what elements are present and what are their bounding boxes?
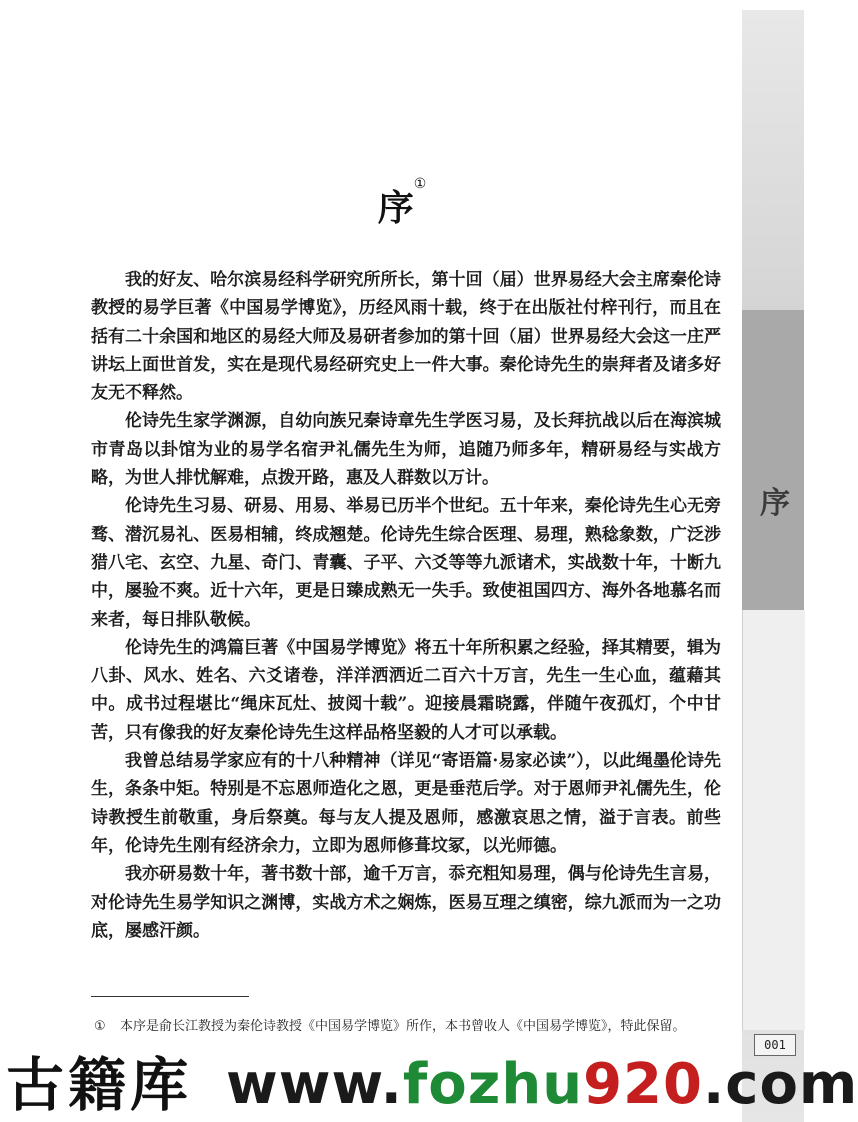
paragraph: 我的好友、哈尔滨易经科学研究所所长，第十回（届）世界易经大会主席秦伦诗教授的易学巨著《中国易学博览》，历经风雨十载，终于在出版社付梓刊行，而且在括有二十余国和地区的易经大师及易研者参加的第十回（届）世界易经大会这一庄严讲坛上面世首发，实在是现代易经研究史上一件大事。秦伦诗先生的崇拜者及诸多好友无不释然。 <box>91 270 721 404</box>
page-title-text: 序 <box>377 187 414 229</box>
paragraph: 我亦研易数十年，著书数十部，逾千万言，忝充粗知易理，偶与伦诗先生言易，对伦诗先生易学知识之渊博，实战方术之娴炼，医易互理之缜密，综九派而为一之功底，屡感汗颜。 <box>91 864 721 941</box>
watermark-url-number: 920 <box>583 1052 703 1117</box>
title-footnote-marker: ① <box>413 176 427 192</box>
watermark-url <box>226 1048 858 1122</box>
footnote-text: 本序是俞长江教授为秦伦诗教授《中国易学博览》所作，本书曾收人《中国易学博览》，特此保留。 <box>120 1019 686 1034</box>
watermark-site-name: 古籍库 <box>6 1051 193 1119</box>
watermark-url-domain: fozhu <box>402 1052 584 1117</box>
watermark-url-tld: .com <box>702 1052 858 1117</box>
watermark-url-prefix: www. <box>226 1052 403 1117</box>
side-tab-band <box>742 310 804 640</box>
paragraph: 伦诗先生习易、研易、用易、举易已历半个世纪。五十年来，秦伦诗先生心无旁骛、潜沉易礼、医易相辅，终成翘楚。伦诗先生综合医理、易理，熟稔象数，广泛涉猎八宅、玄空、九星、奇门、青囊、子平、六爻等等九派诸术，实战数十年，十断九中，屡验不爽。近十六年，更是日臻成熟无一失手。致使祖国四方、海外各地慕名而来者，每日排队敬候。 <box>91 496 721 630</box>
side-tab-strip <box>742 10 804 1122</box>
page-title <box>0 176 804 231</box>
footnote <box>94 1016 730 1038</box>
preface-body <box>91 266 721 945</box>
watermark-banner <box>0 1048 858 1122</box>
paragraph: 伦诗先生家学渊源，自幼向族兄秦诗章先生学医习易，及长拜抗战以后在海滨城市青岛以卦馆为业的易学名宿尹礼儒先生为师，追随乃师多年，精研易经与实战方略，为世人排忧解难，点拨开路，惠及人群数以万计。 <box>91 411 721 489</box>
side-tab-fold <box>742 610 805 1030</box>
footnote-marker: ① <box>94 1019 106 1034</box>
footnote-divider <box>91 996 249 997</box>
page-number: 001 <box>754 1034 796 1056</box>
side-chapter-label: 序 <box>760 486 790 521</box>
paragraph: 伦诗先生的鸿篇巨著《中国易学博览》将五十年所积累之经验，择其精要，辑为八卦、风水、姓名、六爻诸卷，洋洋洒洒近二百六十万言，先生一生心血，蕴藉其中。成书过程堪比“绳床瓦灶、披阅十载”。迎接晨霜晓露，伴随午夜孤灯，个中甘苦，只有像我的好友秦伦诗先生这样品格坚毅的人才可以承载。 <box>91 637 721 743</box>
paragraph: 我曾总结易学家应有的十八种精神（详见“寄语篇·易家必读”），以此绳墨伦诗先生，条条中矩。特别是不忘恩师造化之恩，更是垂范后学。对于恩师尹礼儒先生，伦诗教授生前敬重，身后祭奠。每与友人提及恩师，感激哀思之情，溢于言表。前些年，伦诗先生刚有经济余力，立即为恩师修葺坟冢，以光师德。 <box>91 751 721 856</box>
